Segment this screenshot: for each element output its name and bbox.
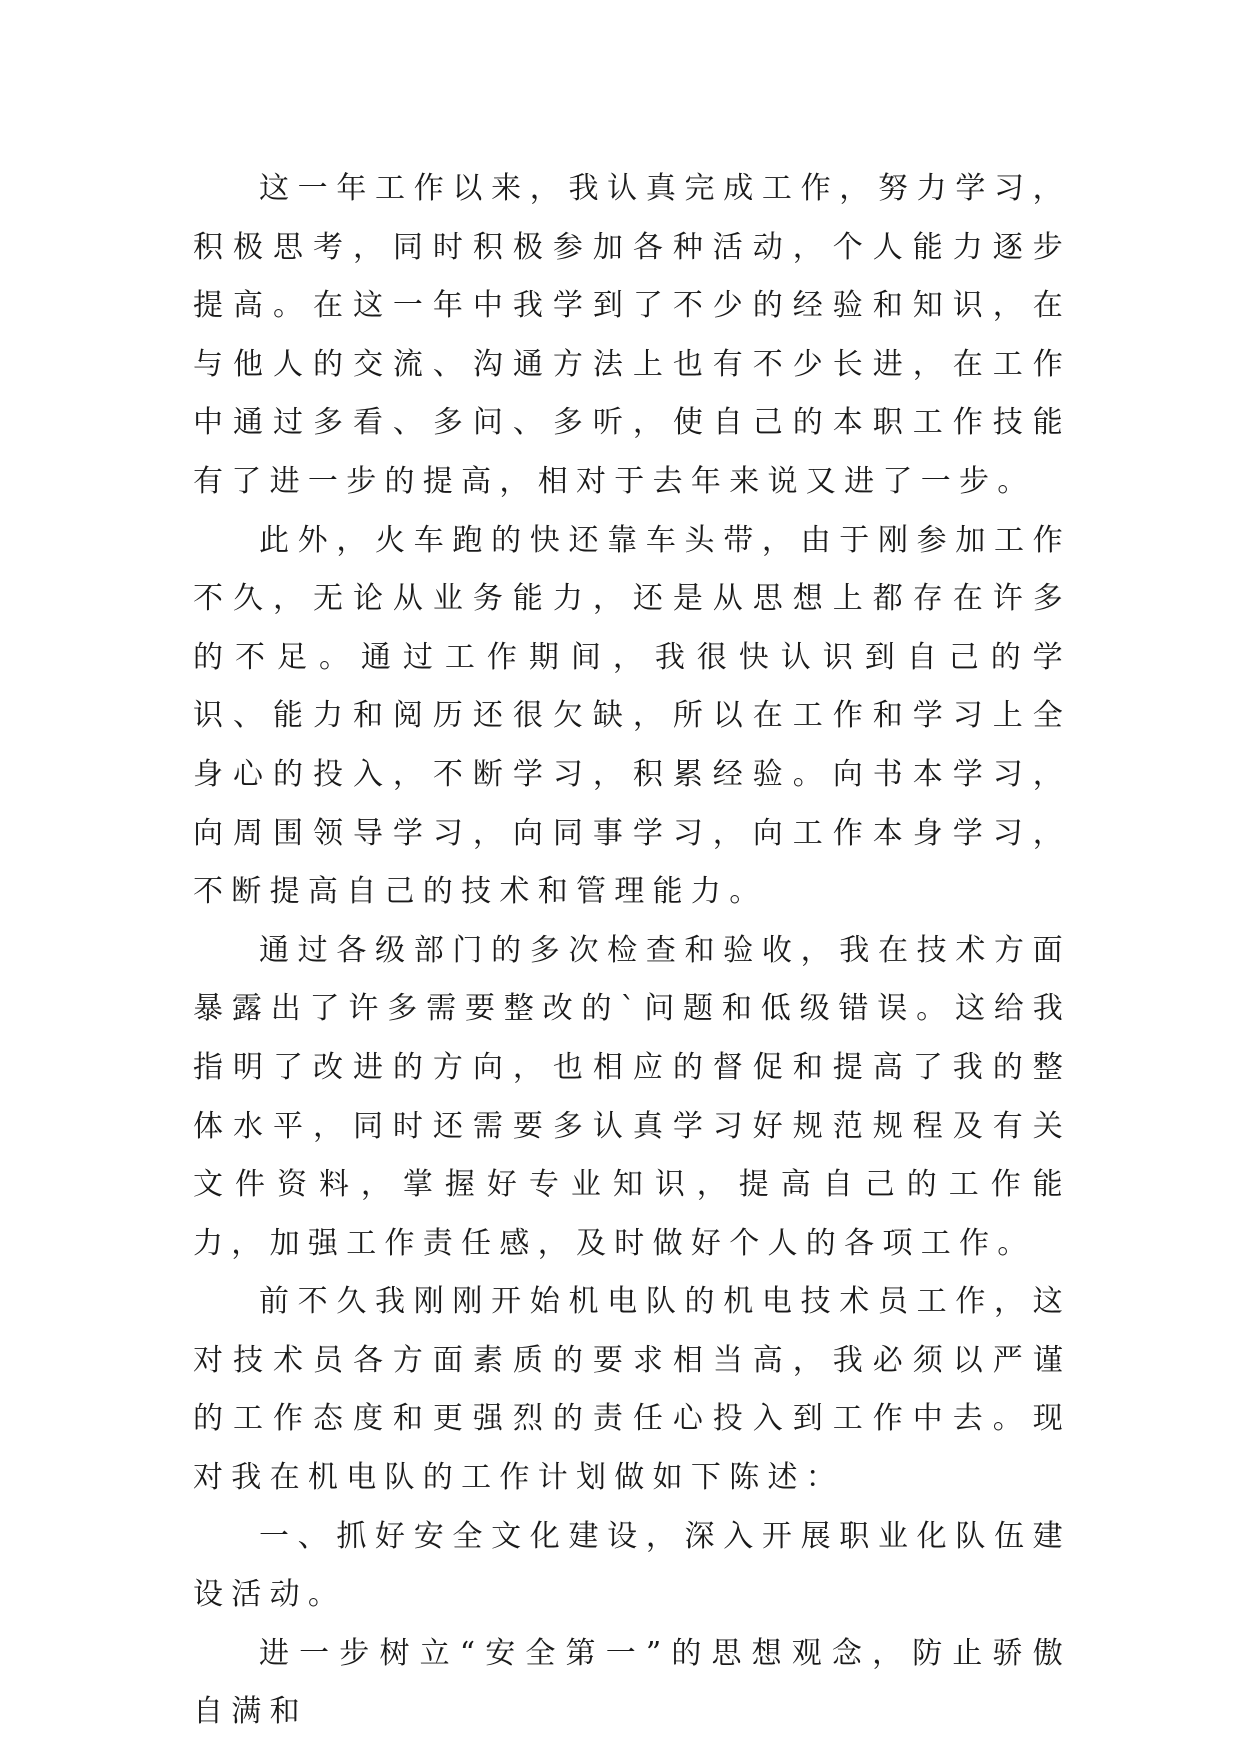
document-body (193, 160, 1071, 1742)
paragraph-inspection: 通过各级部门的多次检查和验收，我在技术方面暴露出了许多需要整改的`问题和低级错误。这给我指明了改进的方向，也相应的督促和提高了我的整体水平，同时还需要多认真学习好规范规程及有关文件资料，掌握好专业知识，提高自己的工作能力，加强工作责任感，及时做好个人的各项工作。 (193, 932, 1071, 1261)
paragraph-work-summary: 这一年工作以来，我认真完成工作，努力学习，积极思考，同时积极参加各种活动，个人能力逐步提高。在这一年中我学到了不少的经验和知识，在与他人的交流、沟通方法上也有不少长进，在工作中通过多看、多问、多听，使自己的本职工作技能有了进一步的提高，相对于去年来说又进了一步。 (193, 171, 1071, 499)
paragraph-learning: 此外，火车跑的快还靠车头带，由于刚参加工作不久，无论从业务能力，还是从思想上都存在许多的不足。通过工作期间，我很快认识到自己的学识、能力和阅历还很欠缺，所以在工作和学习上全身心的投入，不断学习，积累经验。向书本学习，向周围领导学习，向同事学习，向工作本身学习，不断提高自己的技术和管理能力。 (193, 522, 1071, 910)
paragraph-plan-item-1: 一、抓好安全文化建设，深入开展职业化队伍建设活动。 (193, 1518, 1071, 1613)
paragraph-safety: 进一步树立“安全第一”的思想观念，防止骄傲自满和 (193, 1635, 1071, 1730)
paragraph-work-plan-intro: 前不久我刚刚开始机电队的机电技术员工作，这对技术员各方面素质的要求相当高，我必须以严谨的工作态度和更强烈的责任心投入到工作中去。现对我在机电队的工作计划做如下陈述： (193, 1284, 1071, 1496)
